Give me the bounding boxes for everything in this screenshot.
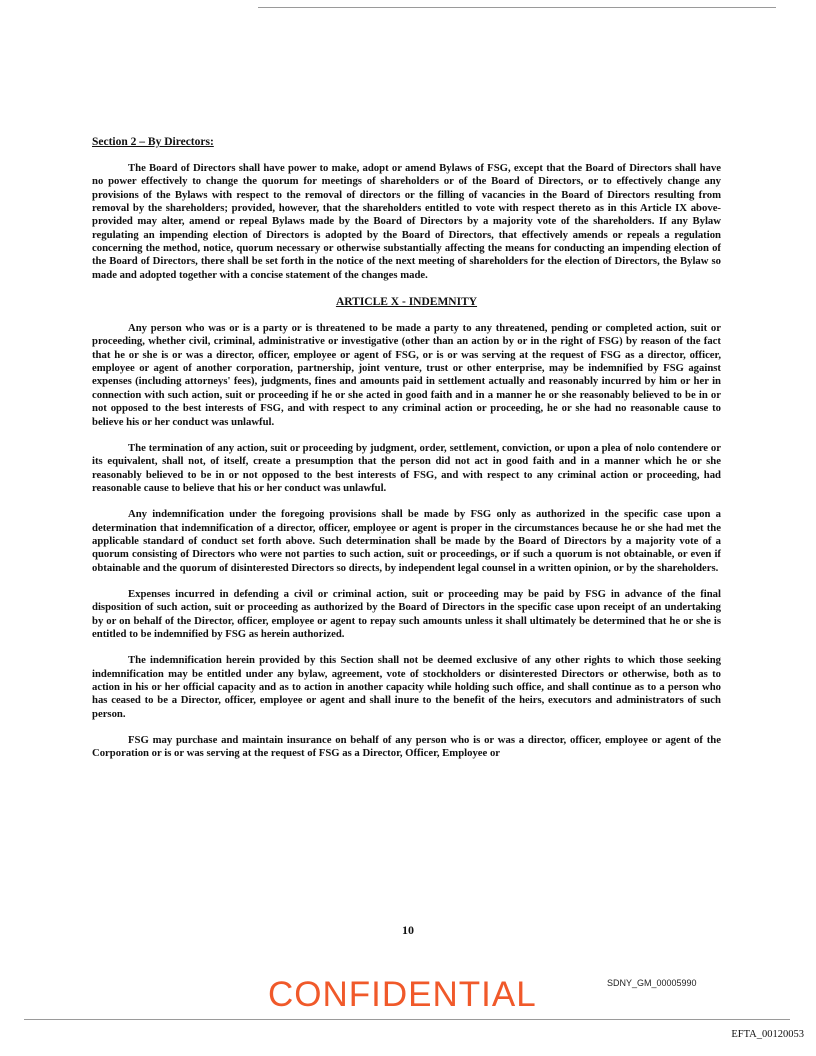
- top-rule: [258, 7, 776, 8]
- bottom-rule: [24, 1019, 790, 1020]
- article-paragraph: The termination of any action, suit or proceeding by judgment, order, settlement, conviction, or upon a plea of nolo contendere or its equivalent, shall not, of itself, create a presumption that the person did not act in good faith and in a manner which he or she reasonably believed to be in or not opposed to the best interests of FSG, and with respect to any criminal action or proceeding, had reasonable cause to believe that his or her conduct was unlawful.: [92, 441, 721, 494]
- page-number: 10: [402, 923, 414, 937]
- bates-number: SDNY_GM_00005990: [607, 978, 697, 988]
- article-paragraph: Any person who was or is a party or is threatened to be made a party to any threatened, pending or completed action, suit or proceeding, whether civil, criminal, administrative or investigative (other than an action by or in the right of FSG) by reason of the fact that he or she is or was a director, officer, employee or agent of FSG, or is or was serving at the request of FSG as a director, officer, employee or agent of another corporation, partnership, joint venture, trust or other enterprise, may be indemnified by FSG against expenses (including attorneys' fees), judgments, fines and amounts paid in settlement actually and reasonably incurred by him or her in connection with such action, suit or proceeding if he or she acted in good faith and in a manner he or she reasonably believed to be in or not opposed to the best interests of FSG, and with respect to any criminal action or proceeding, he or she had no reasonable cause to believe his or her conduct was unlawful.: [92, 322, 721, 428]
- article-paragraph: The indemnification herein provided by this Section shall not be deemed exclusive of any other rights to which those seeking indemnification may be entitled under any bylaw, agreement, vote of stockholders or disinterested Directors or otherwise, both as to action in his or her official capacity and as to action in another capacity while holding such office, and shall continue as to a person who has ceased to be a Director, officer, employee or agent and shall inure to the benefit of the heirs, executors and administrators of such person.: [92, 654, 721, 720]
- efta-number: EFTA_00120053: [731, 1029, 804, 1040]
- section-heading: Section 2 – By Directors:: [92, 136, 214, 148]
- article-heading: ARTICLE X - INDEMNITY: [335, 296, 478, 309]
- section-paragraph: The Board of Directors shall have power to make, adopt or amend Bylaws of FSG, except that the Board of Directors shall have no power effectively to change the quorum for meetings of shareholders or of the Board of Directors, or to effectively change any provisions of the Bylaws with respect to the removal of directors or the filling of vacancies in the Board of Directors resulting from removal by the shareholders; provided, however, that the shareholders entitled to vote with respect thereto as in this Article IX above-provided may alter, amend or repeal Bylaws made by the Board of Directors by a majority vote of the shareholders. If any Bylaw regulating an impending election of Directors is adopted by the Board of Directors, that effectively amends or repeals a regulation concerning the method, notice, quorum necessary or otherwise substantially affecting the means for conducting an impending election of the Board of Directors, there shall be set forth in the notice of the next meeting of shareholders for the election of Directors, the Bylaw so made and adopted together with a concise statement of the changes made.: [92, 162, 721, 281]
- confidential-stamp: CONFIDENTIAL: [268, 975, 537, 1014]
- article-paragraph: Expenses incurred in defending a civil or criminal action, suit or proceeding may be paid by FSG in advance of the final disposition of such action, suit or proceeding as authorized by the Board of Directors in the specific case upon receipt of an undertaking by or on behalf of the Director, officer, employee or agent to repay such amounts unless it shall ultimately be determined that he or she is entitled to be indemnified by FSG as herein authorized.: [92, 587, 721, 640]
- article-paragraph: FSG may purchase and maintain insurance on behalf of any person who is or was a director, officer, employee or agent of the Corporation or is or was serving at the request of FSG as a Director, Officer, Employee or: [92, 734, 721, 760]
- article-paragraph: Any indemnification under the foregoing provisions shall be made by FSG only as authorized in the specific case upon a determination that indemnification of a director, officer, employee or agent is proper in the circumstances because he or she had met the applicable standard of conduct set forth above. Such determination shall be made by the Board of Directors by a majority vote of a quorum consisting of Directors who were not parties to such action, suit or proceedings, or if such a quorum is not obtainable, or even if obtainable and the quorum of disinterested Directors so directs, by independent legal counsel in a written opinion, or by the shareholders.: [92, 508, 721, 574]
- document-body: [92, 135, 721, 774]
